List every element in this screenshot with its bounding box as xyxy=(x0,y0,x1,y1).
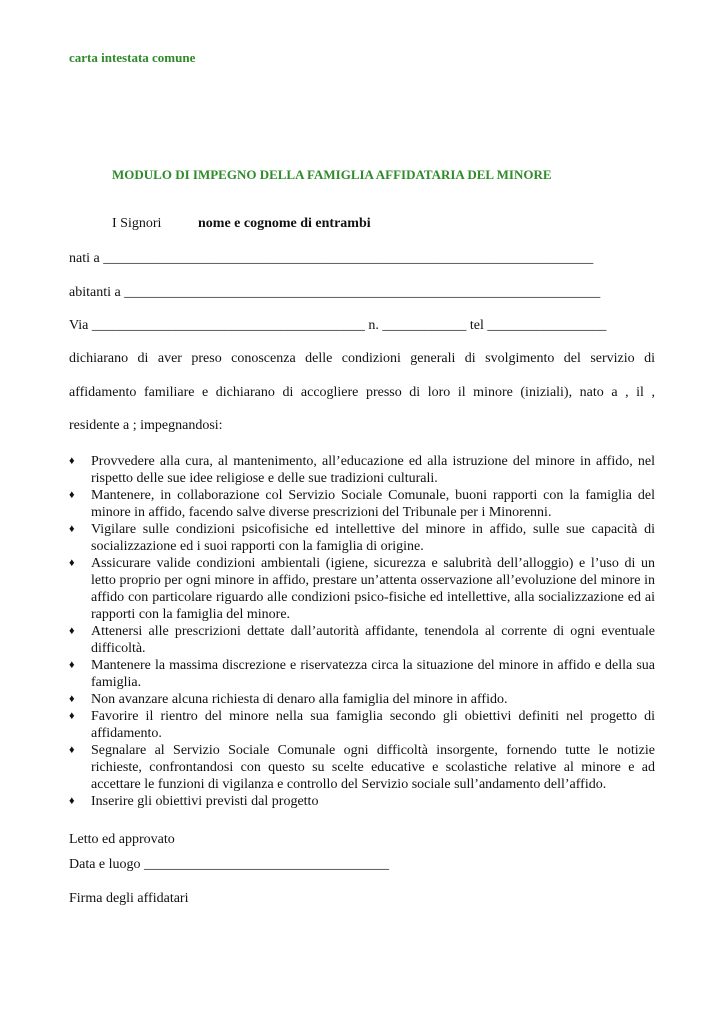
list-item xyxy=(69,453,655,487)
list-item xyxy=(69,521,655,555)
list-item-text: Provvedere alla cura, al mantenimento, all’educazione ed alla istruzione del minore in affido, nel rispetto delle sue idee religiose e delle sue tradizioni culturali. xyxy=(91,454,655,486)
page-title: MODULO DI IMPEGNO DELLA FAMIGLIA AFFIDATARIA DEL MINORE xyxy=(112,167,552,182)
list-item xyxy=(69,742,655,793)
paragraph-line: residente a ; impegnandosi: xyxy=(69,418,223,433)
list-item-text: Mantenere, in collaborazione col Servizio Sociale Comunale, buoni rapporti con la famiglia del minore in affido, facendo salve diverse prescrizioni del Tribunale per i Minorenni. xyxy=(91,488,655,520)
diamond-bullet-icon: ♦ xyxy=(69,557,75,569)
paragraph-line: affidamento familiare e dichiarano di accogliere presso di loro il minore (iniziali), nato a , il , xyxy=(69,385,655,400)
list-item-text: Mantenere la massima discrezione e riservatezza circa la situazione del minore in affido e della sua famiglia. xyxy=(91,658,655,690)
list-item-text: Vigilare sulle condizioni psicofisiche ed intellettive del minore in affido, sulle sue capacità di socializzazione ed i suoi rapporti con la famiglia di origine. xyxy=(91,522,655,554)
list-item xyxy=(69,623,655,657)
diamond-bullet-icon: ♦ xyxy=(69,744,75,756)
diamond-bullet-icon: ♦ xyxy=(69,693,75,705)
commitments-list xyxy=(69,453,655,810)
signori-label: I Signori xyxy=(112,216,162,231)
list-item-text: Non avanzare alcuna richiesta di denaro alla famiglia del minore in affido. xyxy=(91,692,508,707)
date-place-field: Data e luogo ___________________________________ xyxy=(69,857,390,872)
list-item xyxy=(69,708,655,742)
field-via: Via _______________________________________ n. ____________ tel _________________ xyxy=(69,318,607,333)
list-item xyxy=(69,487,655,521)
field-abitanti: abitanti a ____________________________________________________________________ xyxy=(69,285,601,300)
list-item xyxy=(69,657,655,691)
paragraph-line: dichiarano di aver preso conoscenza delle condizioni generali di svolgimento del servizio di xyxy=(69,351,655,366)
diamond-bullet-icon: ♦ xyxy=(69,523,75,535)
list-item xyxy=(69,555,655,623)
field-nati: nati a ______________________________________________________________________ xyxy=(69,251,594,266)
signori-value: nome e cognome di entrambi xyxy=(198,216,371,231)
diamond-bullet-icon: ♦ xyxy=(69,710,75,722)
list-item xyxy=(69,691,655,708)
list-item-text: Attenersi alle prescrizioni dettate dall’autorità affidante, tenendola al corrente di ogni eventuale difficoltà. xyxy=(91,624,655,656)
diamond-bullet-icon: ♦ xyxy=(69,455,75,467)
signature-label: Firma degli affidatari xyxy=(69,891,189,906)
list-item xyxy=(69,793,655,810)
diamond-bullet-icon: ♦ xyxy=(69,795,75,807)
diamond-bullet-icon: ♦ xyxy=(69,659,75,671)
list-item-text: Segnalare al Servizio Sociale Comunale ogni difficoltà insorgente, fornendo tutte le notizie richieste, confrontandosi con questo su scelte educative e scolastiche relative al minore e ad accettare le funzioni di vigilanza e controllo del Servizio sociale sull’andamento dell’affido. xyxy=(91,743,655,792)
list-item-text: Inserire gli obiettivi previsti dal progetto xyxy=(91,794,319,809)
diamond-bullet-icon: ♦ xyxy=(69,625,75,637)
list-item-text: Assicurare valide condizioni ambientali (igiene, sicurezza e salubrità dell’alloggio) e l’uso di un letto proprio per ogni minore in affido, prestare un’attenta osservazione all’evoluzione del minore in affido con particolare riguardo alle condizioni psico-fisiche ed intellettive, alla socializzazione ed ai rapporti con la famiglia del minore. xyxy=(91,556,655,622)
diamond-bullet-icon: ♦ xyxy=(69,489,75,501)
list-item-text: Favorire il rientro del minore nella sua famiglia secondo gli obiettivi definiti nel progetto di affidamento. xyxy=(91,709,655,741)
letterhead: carta intestata comune xyxy=(69,50,196,65)
approval-text: Letto ed approvato xyxy=(69,832,175,847)
